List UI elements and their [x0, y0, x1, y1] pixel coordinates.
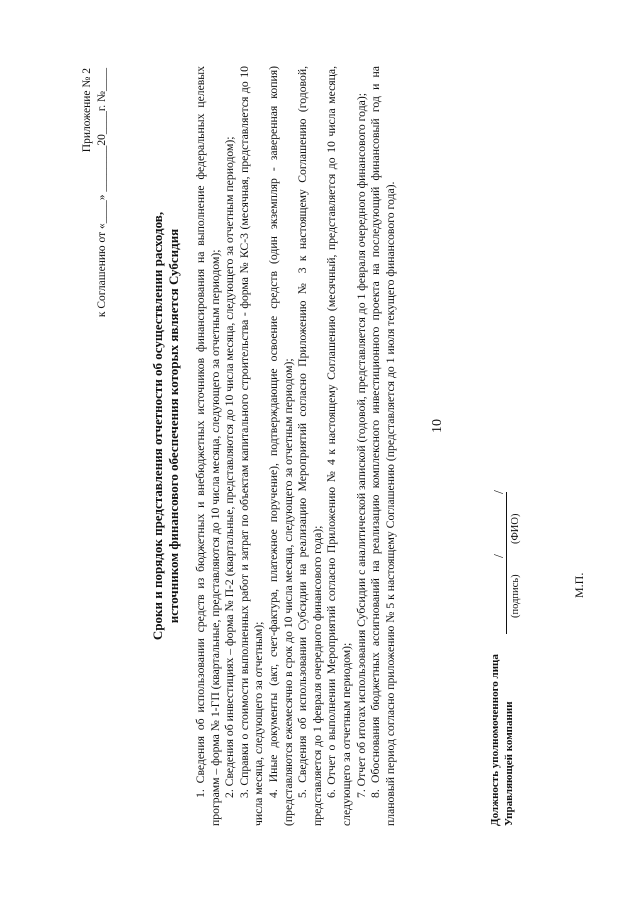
signature-slash: /	[492, 554, 507, 558]
position-line-2: Управляющей компании	[503, 701, 515, 826]
name-caption: (ФИО)	[510, 513, 521, 544]
list-item: 8. Обоснования бюджетных ассигнований на реализацию комплексного инвестиционного проекта на последующий финансовый год и на плановый период согласно приложению № 5 к настоящему Соглашению (представляется до 1 июля текущего финансового года).	[369, 66, 397, 826]
list-item: 6. Отчет о выполнении Мероприятий согласно Приложению № 4 к настоящему Соглашению (месячный, представляется до 10 числа месяца, следующего за отчетным периодом);	[325, 66, 353, 826]
seal-mark: М.П.	[572, 572, 586, 598]
list-item: 7. Отчет об итогах использования Субсидии с аналитической запиской (годовой, представляется до 1 февраля очередного финансового года);	[354, 93, 368, 798]
signature-block	[488, 66, 598, 846]
appendix-header	[80, 68, 110, 317]
page-number: 10	[430, 419, 445, 433]
appendix-label: Приложение № 2	[81, 68, 93, 153]
document-title	[150, 186, 182, 666]
signatory-position	[488, 626, 516, 826]
rotated-content	[80, 56, 600, 846]
position-line-1: Должность уполномоченного лица	[489, 654, 501, 826]
agreement-reference: к Соглашению от «____» ________20____г. №____	[96, 68, 108, 318]
title-line-2: источником финансового обеспечения которых является Субсидия	[166, 228, 181, 624]
list-item: 2. Сведения об инвестициях – форма № П-2 (квартальные, представляются до 10 числа месяца, следующего за отчетным периодом);	[223, 136, 237, 798]
signature-line	[506, 492, 507, 634]
report-list	[194, 66, 398, 826]
list-item: 5. Сведения об использовании Субсидии на реализацию Мероприятий согласно Приложению № 3 к настоящему Соглашению (годовой, представляется до 1 февраля очередного финансового года);	[296, 66, 324, 826]
list-item: 1. Сведения об использовании средств из бюджетных и внебюджетных источников финансирования на выполнение федеральных целевых программ – форма № 1-ГП (квартальные, представляются до 10 числа месяца, следующего за отчетным периодом);	[194, 66, 222, 826]
signature-caption: (подпись)	[510, 574, 521, 618]
signature-slash: /	[492, 490, 507, 494]
list-item: 4. Иные документы (акт, счет-фактура, платежное поручение), подтверждающие освоение средств (один экземпляр - заверенная копия) (представляются ежемесячно в срок до 10 числа месяца, следующего за отчетным периодом);	[266, 66, 295, 826]
title-line-1: Сроки и порядок представления отчетности об осуществлении расходов,	[150, 211, 165, 641]
list-item: 3. Справки о стоимости выполненных работ и затрат по объектам капитального строительства - форма № КС-3 (месячная, представляется до 10 числа месяца, следующего за отчетным);	[237, 66, 266, 826]
